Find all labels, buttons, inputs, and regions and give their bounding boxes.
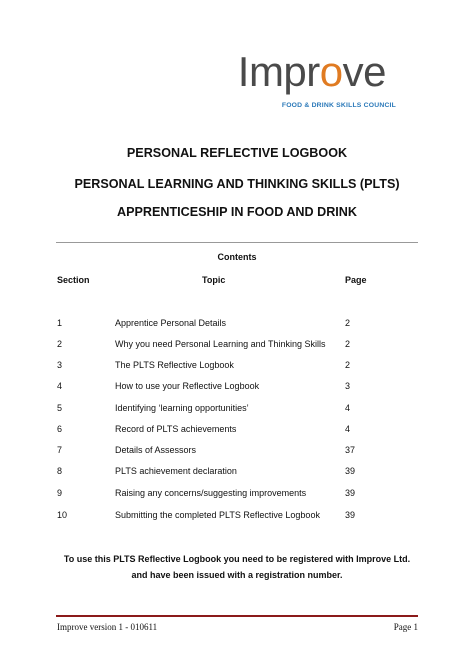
contents-heading: Contents xyxy=(217,252,257,262)
row-section: 4 xyxy=(57,381,63,391)
row-page: 39 xyxy=(345,466,356,476)
document-subtitle: PERSONAL LEARNING AND THINKING SKILLS (PLTS) xyxy=(74,177,400,191)
table-row xyxy=(0,403,474,417)
row-section: 7 xyxy=(57,445,63,455)
row-page: 37 xyxy=(345,445,356,455)
logo-word-part2: ve xyxy=(342,48,386,95)
row-page: 4 xyxy=(345,403,351,413)
column-header-page: Page xyxy=(345,275,367,285)
row-topic: Submitting the completed PLTS Reflective Logbook xyxy=(115,510,320,520)
table-row xyxy=(0,381,474,395)
row-topic: Raising any concerns/suggesting improvements xyxy=(115,488,307,498)
column-header-section: Section xyxy=(57,275,90,285)
row-page: 2 xyxy=(345,360,351,370)
document-title: PERSONAL REFLECTIVE LOGBOOK xyxy=(126,146,348,160)
row-section: 9 xyxy=(57,488,63,498)
row-section: 1 xyxy=(57,318,63,328)
improve-logo xyxy=(237,48,396,109)
row-topic: Record of PLTS achievements xyxy=(115,424,237,434)
table-row xyxy=(0,510,474,524)
logo-word-accent: o xyxy=(319,48,343,95)
logo-wordmark xyxy=(238,50,386,94)
table-row xyxy=(0,488,474,502)
document-program: APPRENTICESHIP IN FOOD AND DRINK xyxy=(116,205,357,219)
column-header-topic: Topic xyxy=(202,275,226,285)
row-section: 3 xyxy=(57,360,63,370)
row-topic: Identifying ‘learning opportunities’ xyxy=(115,403,249,413)
row-topic: How to use your Reflective Logbook xyxy=(115,381,260,391)
row-page: 2 xyxy=(345,339,351,349)
row-page: 4 xyxy=(345,424,351,434)
row-section: 5 xyxy=(57,403,63,413)
logo-word-part1: Impr xyxy=(237,48,320,95)
table-row xyxy=(0,445,474,459)
row-topic: Apprentice Personal Details xyxy=(115,318,227,328)
row-section: 8 xyxy=(57,466,63,476)
row-page: 39 xyxy=(345,488,356,498)
footer-divider xyxy=(56,615,418,617)
table-row xyxy=(0,466,474,480)
logo-subtitle: FOOD & DRINK SKILLS COUNCIL xyxy=(281,102,396,109)
row-topic: The PLTS Reflective Logbook xyxy=(115,360,234,370)
footer-version: Improve version 1 - 010611 xyxy=(57,622,158,632)
row-section: 2 xyxy=(57,339,63,349)
row-page: 2 xyxy=(345,318,351,328)
row-topic: PLTS achievement declaration xyxy=(115,466,237,476)
table-row xyxy=(0,360,474,374)
row-topic: Why you need Personal Learning and Thinking Skills xyxy=(115,339,326,349)
table-row xyxy=(0,318,474,332)
row-section: 10 xyxy=(57,510,68,520)
header-divider xyxy=(56,242,418,243)
footer-page-number: Page 1 xyxy=(393,622,418,632)
registration-note: To use this PLTS Reflective Logbook you need to be registered with Improve Ltd. and have been issued with a registration number. xyxy=(63,554,411,580)
row-page: 3 xyxy=(345,381,351,391)
row-page: 39 xyxy=(345,510,356,520)
table-row xyxy=(0,424,474,438)
row-section: 6 xyxy=(57,424,63,434)
table-row xyxy=(0,339,474,353)
row-topic: Details of Assessors xyxy=(115,445,197,455)
